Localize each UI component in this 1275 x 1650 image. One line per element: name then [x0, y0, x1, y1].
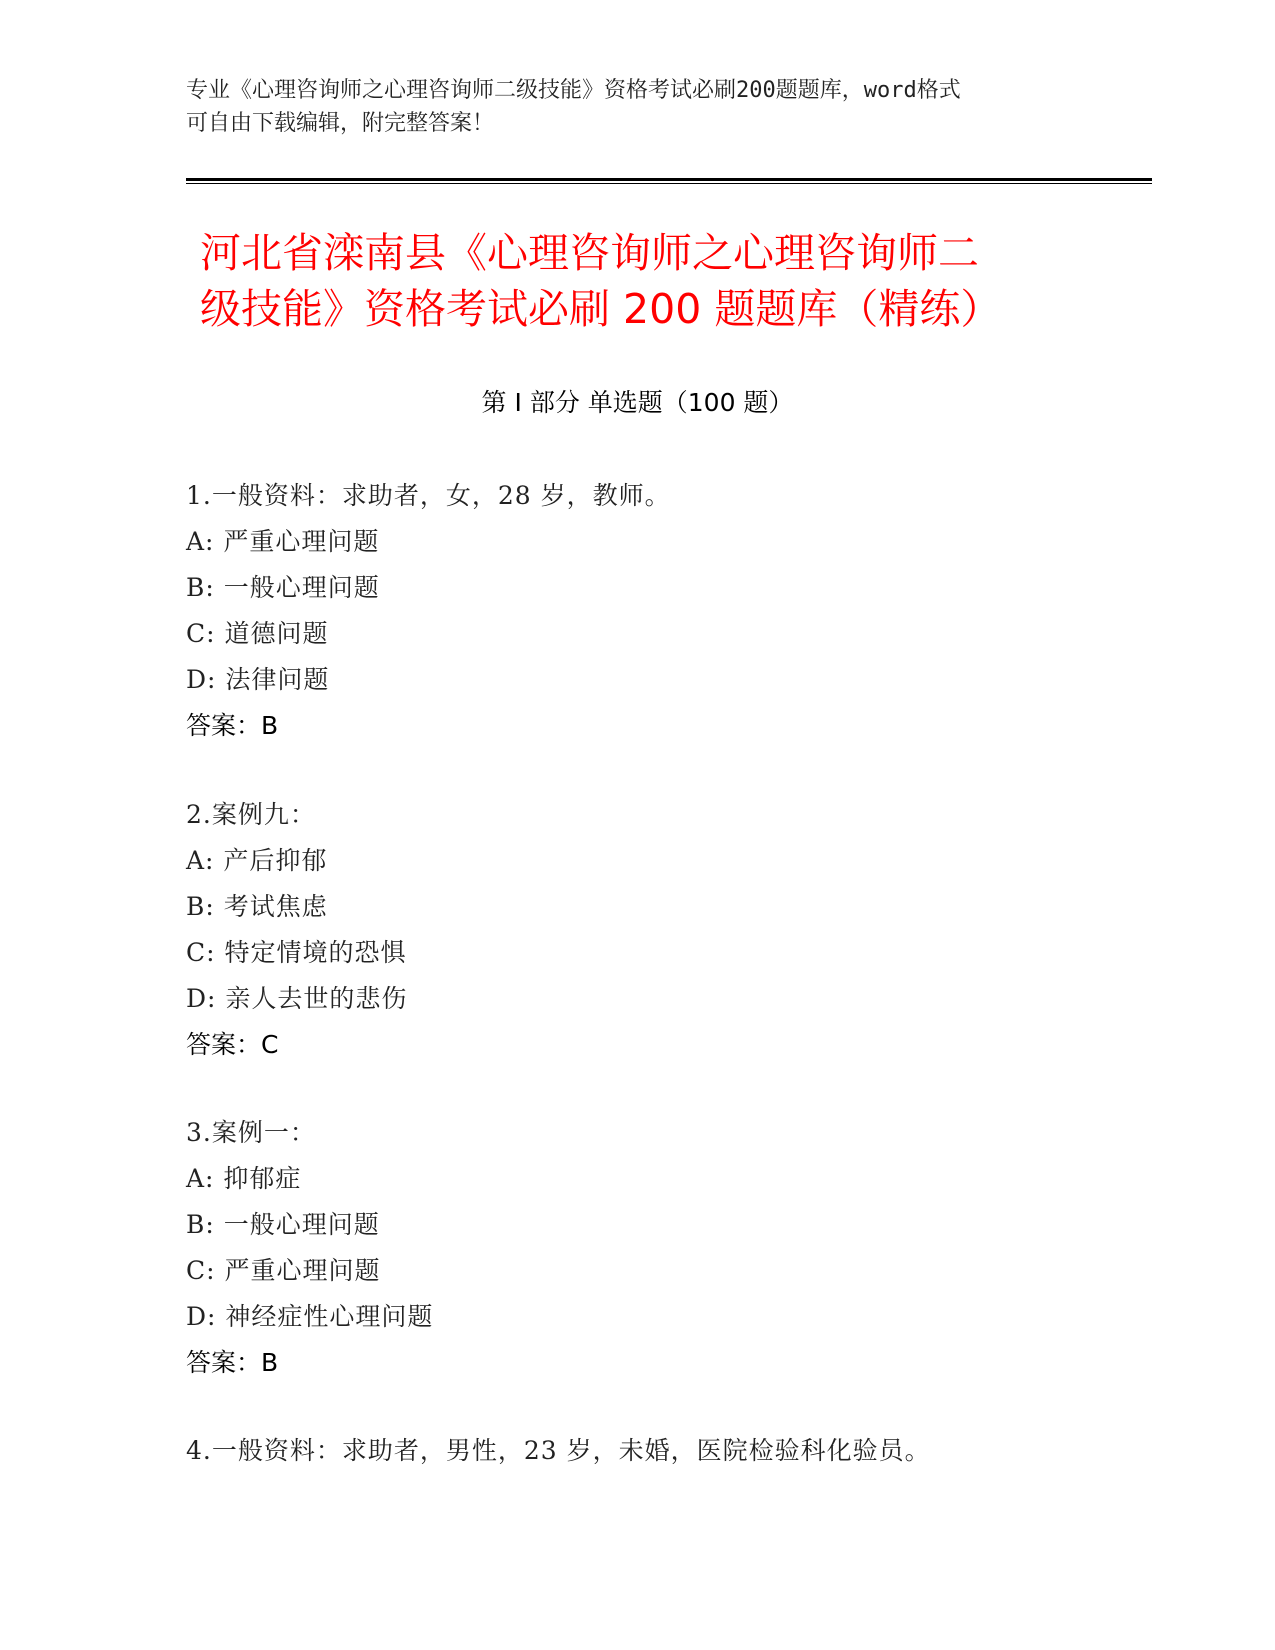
option-a: A: 严重心理问题 [186, 527, 380, 556]
document-title-line-2: 级技能》资格考试必刷 200 题题库（精练） [200, 285, 1002, 333]
option-d: D: 神经症性心理问题 [186, 1302, 434, 1331]
option-c: C: 特定情境的恐惧 [186, 938, 407, 967]
question-stem: 3.案例一： [186, 1118, 316, 1147]
answer-line: 答案：C [186, 1030, 279, 1059]
question-3 [186, 1110, 1186, 1386]
question-1 [186, 473, 1186, 749]
document-title-line-1: 河北省滦南县《心理咨询师之心理咨询师二 [200, 229, 979, 277]
option-b: B: 一般心理问题 [186, 573, 380, 602]
header-divider-thick [186, 178, 1152, 181]
option-b: B: 一般心理问题 [186, 1210, 380, 1239]
answer-line: 答案：B [186, 1348, 279, 1377]
answer-line: 答案：B [186, 711, 279, 740]
option-d: D: 亲人去世的悲伤 [186, 984, 408, 1013]
question-4 [186, 1428, 1186, 1474]
header-note [186, 74, 1066, 140]
question-stem: 2.案例九： [186, 800, 316, 829]
header-note-line-2: 可自由下载编辑，附完整答案！ [186, 111, 495, 136]
option-d: D: 法律问题 [186, 665, 330, 694]
option-b: B: 考试焦虑 [186, 892, 328, 921]
question-stem: 1.一般资料：求助者，女，28 岁，教师。 [186, 481, 671, 510]
header-note-line-1: 专业《心理咨询师之心理咨询师二级技能》资格考试必刷200题题库，word格式 [186, 78, 961, 103]
document-title [200, 225, 1150, 337]
option-a: A: 抑郁症 [186, 1164, 302, 1193]
question-2 [186, 792, 1186, 1068]
section-heading: 第 I 部分 单选题（100 题） [481, 388, 794, 417]
option-a: A: 产后抑郁 [186, 846, 328, 875]
header-divider-thin [186, 183, 1152, 184]
option-c: C: 道德问题 [186, 619, 329, 648]
option-c: C: 严重心理问题 [186, 1256, 381, 1285]
question-stem: 4.一般资料：求助者，男性，23 岁，未婚，医院检验科化验员。 [186, 1436, 931, 1465]
